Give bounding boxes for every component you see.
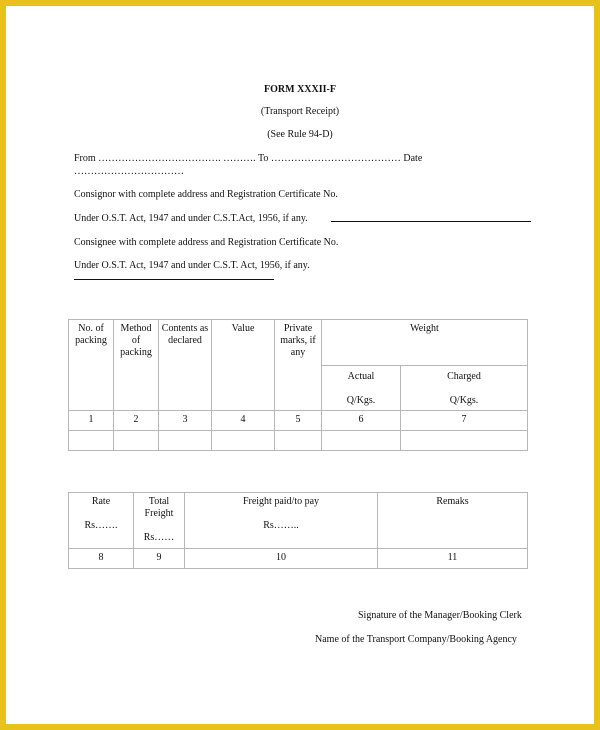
- header-method-of-packing: Method of packing: [114, 320, 159, 411]
- header-weight: Weight: [322, 320, 528, 366]
- table-row: [69, 493, 528, 549]
- consignor-underline: [331, 221, 531, 222]
- column-number: 8: [69, 549, 134, 569]
- rate-label: Rate: [91, 496, 111, 507]
- table-row: [69, 431, 528, 451]
- consignor-act-label: Under O.S.T. Act, 1947 and under C.S.T.Act, 1956, if any.: [74, 213, 308, 224]
- freight-table: [68, 492, 528, 569]
- empty-cell: [212, 431, 275, 451]
- rate-rs: Rs…….: [84, 520, 118, 531]
- header-freight-paid: [185, 493, 378, 549]
- column-number: 10: [185, 549, 378, 569]
- form-title: FORM XXXII-F: [264, 84, 336, 95]
- from-to-date-line: From ………………………………. ………. To ………………………………… Date: [74, 153, 423, 164]
- column-number: 1: [69, 411, 114, 431]
- header-actual: [322, 366, 401, 411]
- dotted-continuation-line: ……………………………: [74, 166, 184, 177]
- document-page: [6, 6, 594, 724]
- actual-unit: Q/Kgs.: [346, 395, 376, 406]
- header-total-freight: [134, 493, 185, 549]
- header-contents-declared: Contents as declared: [159, 320, 212, 411]
- consignor-label: Consignor with complete address and Registration Certificate No.: [74, 189, 338, 200]
- empty-cell: [322, 431, 401, 451]
- column-number: 2: [114, 411, 159, 431]
- consignee-label: Consignee with complete address and Registration Certificate No.: [74, 237, 339, 248]
- table-row: [69, 549, 528, 569]
- table-row: [69, 320, 528, 366]
- total-freight-rs: Rs……: [143, 532, 175, 543]
- header-no-of-packing: No. of packing: [69, 320, 114, 411]
- header-charged: [401, 366, 528, 411]
- header-remarks: Remaks: [378, 493, 528, 549]
- signature-company: Name of the Transport Company/Booking Agency: [315, 634, 517, 645]
- freight-paid-rs: Rs……..: [263, 520, 299, 531]
- column-number: 6: [322, 411, 401, 431]
- column-number: 9: [134, 549, 185, 569]
- packing-weight-table: [68, 319, 528, 451]
- empty-cell: [401, 431, 528, 451]
- total-freight-label: Total Freight: [144, 496, 174, 519]
- freight-paid-label: Freight paid/to pay: [242, 496, 320, 507]
- empty-cell: [69, 431, 114, 451]
- consignee-underline: [74, 279, 274, 280]
- column-number: 5: [275, 411, 322, 431]
- column-number: 4: [212, 411, 275, 431]
- header-value: Value: [212, 320, 275, 411]
- form-subtitle: (Transport Receipt): [260, 106, 340, 117]
- empty-cell: [159, 431, 212, 451]
- charged-label: Charged: [447, 371, 481, 382]
- table-row: [69, 411, 528, 431]
- header-private-marks: Private marks, if any: [275, 320, 322, 411]
- column-number: 3: [159, 411, 212, 431]
- column-number: 7: [401, 411, 528, 431]
- empty-cell: [275, 431, 322, 451]
- charged-unit: Q/Kgs.: [449, 395, 479, 406]
- signature-manager: Signature of the Manager/Booking Clerk: [358, 610, 522, 621]
- form-rule: (See Rule 94-D): [267, 129, 333, 140]
- header-rate: [69, 493, 134, 549]
- column-number: 11: [378, 549, 528, 569]
- empty-cell: [114, 431, 159, 451]
- consignee-act-label: Under O.S.T. Act, 1947 and under C.S.T. Act, 1956, if any.: [74, 260, 310, 271]
- actual-label: Actual: [347, 371, 375, 382]
